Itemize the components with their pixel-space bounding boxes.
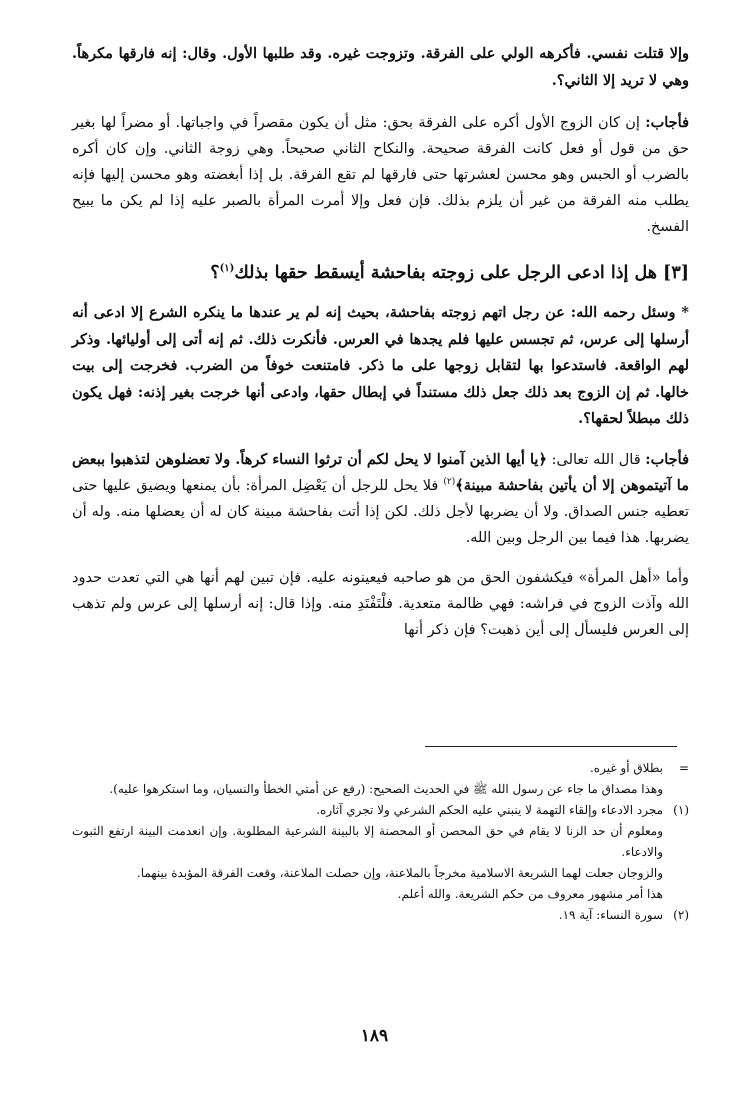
footnote-2 xyxy=(72,905,689,926)
answer-text: إن كان الزوج الأول أكره على الفرقة بحق: مثل أن يكون مقصراً في واجباتها. أو مضراً لها بغير حق من قول أو فعل كانت الفرقة صحيحة. والنكاح الثاني صحيحاً. وهي زوجة الثاني. وإن كان أكره بالضرب أو الحبس وهو محسن لعشرتها حتى فارقها لم تقع الفرقة. بل إذا أبغضته وهو محسن إليها فإنه يطلب منه الفرقة من غير أن يلزم بذلك. فإن فعل وإلا أمرت المرأة بالصبر عليه إذا لم يكن ما يبيح الفسخ. xyxy=(72,115,689,235)
footnote-line: سورة النساء: آية ١٩. xyxy=(558,908,663,922)
answer2-lead: فأجاب: xyxy=(645,450,689,468)
answer-paragraph-1 xyxy=(72,110,689,240)
footnote-line: والزوجان جعلت لهما الشريعة الاسلامية مخرجاً بالملاعنة، وإن حصلت الملاعنة، وقعت الفرقة المؤبدة بينهما. xyxy=(136,866,663,880)
answer2-post: فلا يحل للرجل أن يَعْضِل المرأة: بأن يمنعها ويضيق عليها حتى تعطيه جنس الصداق. ولا أن يضربها لأجل ذلك. لكن إذا أتت بفاحشة مبينة كان له أن يعضلها منه. وله أن يضربها. هذا فيما بين الرجل وبين الله. xyxy=(72,477,689,546)
footnote-line: مجرد الادعاء وإلقاء التهمة لا ينبني عليه الحكم الشرعي ولا تجري آثاره. xyxy=(316,803,663,817)
main-text xyxy=(72,40,689,643)
continuation-mark: = xyxy=(678,761,689,775)
intro-paragraph: وإلا قتلت نفسي. فأكرهه الولي على الفرقة. وتزوجت غيره. وقد طلبها الأول. وقال: إنه فارقها مكرهاً. وهي لا تريد إلا الثاني؟. xyxy=(72,45,689,89)
question-paragraph: * وسئل رحمه الله: عن رجل اتهم زوجته بفاحشة، بحيث إنه لم ير عندها ما ينكره الشرع إلا ادعى أنه أرسلها إلى عرس، ثم تجسس عليها فلم يجدها في العرس. فأنكرت ذلك. ثم إنه أتى إلى أوليائها. وذكر لهم الواقعة. فاستدعوا بها لتقابل زوجها على ما ذكر. فامتنعت خوفاً من الضرب. فخرجت إلى بيت خالها. ثم إن الزوج بعد ذلك جعل ذلك مستنداً في إبطال حقها، وادعى أنها خرجت بغير إذنه: فهل يكون ذلك مبطلاً لحقها؟. xyxy=(72,304,689,427)
footnote-separator xyxy=(425,746,677,747)
footnote-ref-1: (١) xyxy=(219,263,235,275)
answer-paragraph-2 xyxy=(72,447,689,551)
footnote-line: ومعلوم أن حد الزنا لا يقام في حق المحصن أو المحصنة إلا بالبينة الشرعية المطلوبة. وإن انعدمت البينة ارتفع الثبوت والادعاء. xyxy=(72,824,663,859)
footnote-continuation xyxy=(72,758,689,800)
footnotes xyxy=(72,758,689,926)
heading-text: [٣] هل إذا ادعى الرجل على زوجته بفاحشة أيسقط حقها بذلك xyxy=(234,263,689,283)
answer-lead: فأجاب: xyxy=(645,114,689,131)
heading-end: ؟ xyxy=(210,263,220,283)
footnote-1 xyxy=(72,800,689,905)
section-heading xyxy=(72,258,689,288)
footnote-line: هذا أمر مشهور معروف من حكم الشريعة. والله أعلم. xyxy=(397,887,663,901)
footnote-line: بطلاق أو غيره. xyxy=(589,761,663,775)
footnote-2-mark: (٢) xyxy=(673,908,689,922)
page-number: ١٨٩ xyxy=(360,1026,389,1046)
quran-verse: ﴿يا أيها الذين آمنوا لا يحل لكم أن ترثوا النساء كرهاً. ولا تعضلوهن لتذهبوا ببعض ما آتيتموهن إلا أن يأتين بفاحشة مبينة﴾ xyxy=(72,450,689,494)
footnote-ref-2: (٢) xyxy=(443,476,456,487)
footnote-line: وهذا مصداق ما جاء عن رسول الله ﷺ في الحديث الصحيح: (رفع عن أمتي الخطأ والنسيان، وما استكرهوا عليه). xyxy=(109,782,663,796)
footnote-1-mark: (١) xyxy=(673,803,689,817)
family-paragraph: وأما «أهل المرأة» فيكشفون الحق من هو صاحبه فيعينونه عليه. فإن تبين لهم أنها هي التي تعدت حدود الله وآذت الزوج في فراشه: فهي ظالمة متعدية. فلْتَفْتَدِ منه. وإذا قال: إنه أرسلها إلى عرس ولم تذهب إلى العرس فليسأل إلى أين ذهبت؟ فإن ذكر أنها xyxy=(72,569,689,638)
answer2-pre: قال الله تعالى: xyxy=(546,451,646,468)
